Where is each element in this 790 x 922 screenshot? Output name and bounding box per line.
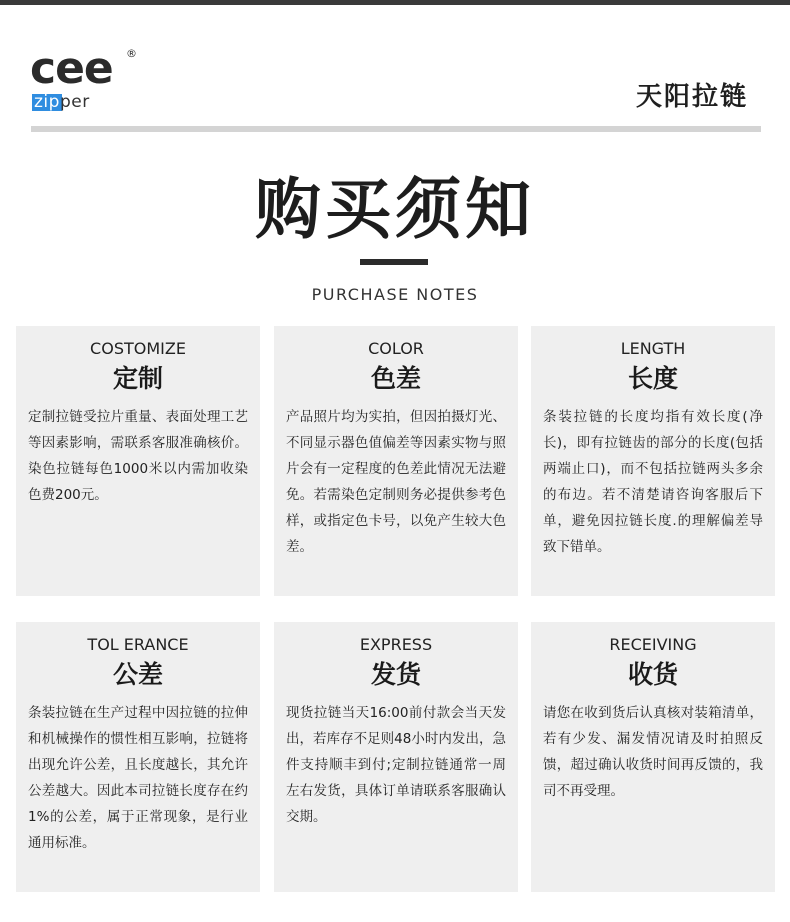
logo-subtext — [34, 91, 90, 113]
top-border — [0, 0, 790, 5]
logo-registered-mark: ® — [126, 47, 137, 60]
card-title-en: LENGTH — [620, 339, 686, 358]
card-body: 定制拉链受拉片重量、表面处理工艺等因素影响，需联系客服准确核价。染色拉链每色1000米以内需加收染色费200元。 — [28, 409, 248, 503]
brand-name: 天阳拉链 — [635, 82, 748, 112]
logo-wordmark: cee — [30, 43, 113, 94]
title-underline — [360, 259, 428, 265]
card-length — [531, 326, 775, 596]
card-title-en: TOL ERANCE — [87, 635, 189, 654]
card-title-cn: 长度 — [627, 364, 678, 393]
card-customize — [16, 326, 260, 596]
card-express — [274, 622, 518, 892]
page-title: 购买须知 — [255, 171, 535, 248]
card-receiving — [531, 622, 775, 892]
card-title-cn: 发货 — [370, 660, 421, 689]
card-tolerance — [16, 622, 260, 892]
card-body: 条装拉链在生产过程中因拉链的拉伸和机械操作的惯性相互影响，拉链将出现允许公差，且长度越长，其允许公差越大。因此本司拉链长度存在约1%的公差，属于正常现象，是行业通用标准。 — [28, 705, 248, 851]
card-body: 产品照片均为实拍，但因拍摄灯光、不同显示器色值偏差等因素实物与照片会有一定程度的色差此情况无法避免。若需染色定制则务必提供参考色样，或指定色卡号，以免产生较大色差。 — [286, 409, 506, 555]
logo-sub-rest: per — [59, 92, 90, 112]
card-title-en: COLOR — [368, 339, 424, 358]
card-title-en: RECEIVING — [609, 635, 697, 654]
card-title-cn: 色差 — [370, 364, 421, 393]
card-title-cn: 公差 — [112, 660, 163, 689]
card-body: 现货拉链当天16:00前付款会当天发出，若库存不足则48小时内发出，急件支持顺丰到付;定制拉链通常一周左右发货，具体订单请联系客服确认交期。 — [286, 705, 506, 825]
card-body: 条装拉链的长度均指有效长度(净长)，即有拉链齿的部分的长度(包括两端止口)，而不包括拉链两头多余的布边。若不清楚请咨询客服后下单，避免因拉链长度.的理解偏差导致下错单。 — [543, 409, 763, 555]
brand-logo — [30, 44, 140, 114]
card-title-cn: 定制 — [112, 364, 163, 393]
header-divider — [31, 126, 761, 132]
logo-sub-highlight: zip — [34, 92, 60, 112]
card-title-cn: 收货 — [627, 660, 678, 689]
card-body: 请您在收到货后认真核对装箱清单，若有少发、漏发情况请及时拍照反馈，超过确认收货时间再反馈的，我司不再受理。 — [543, 705, 763, 799]
card-title-en: COSTOMIZE — [90, 339, 186, 358]
card-title-en: EXPRESS — [359, 635, 433, 654]
card-color — [274, 326, 518, 596]
page-subtitle: PURCHASE NOTES — [311, 285, 479, 304]
